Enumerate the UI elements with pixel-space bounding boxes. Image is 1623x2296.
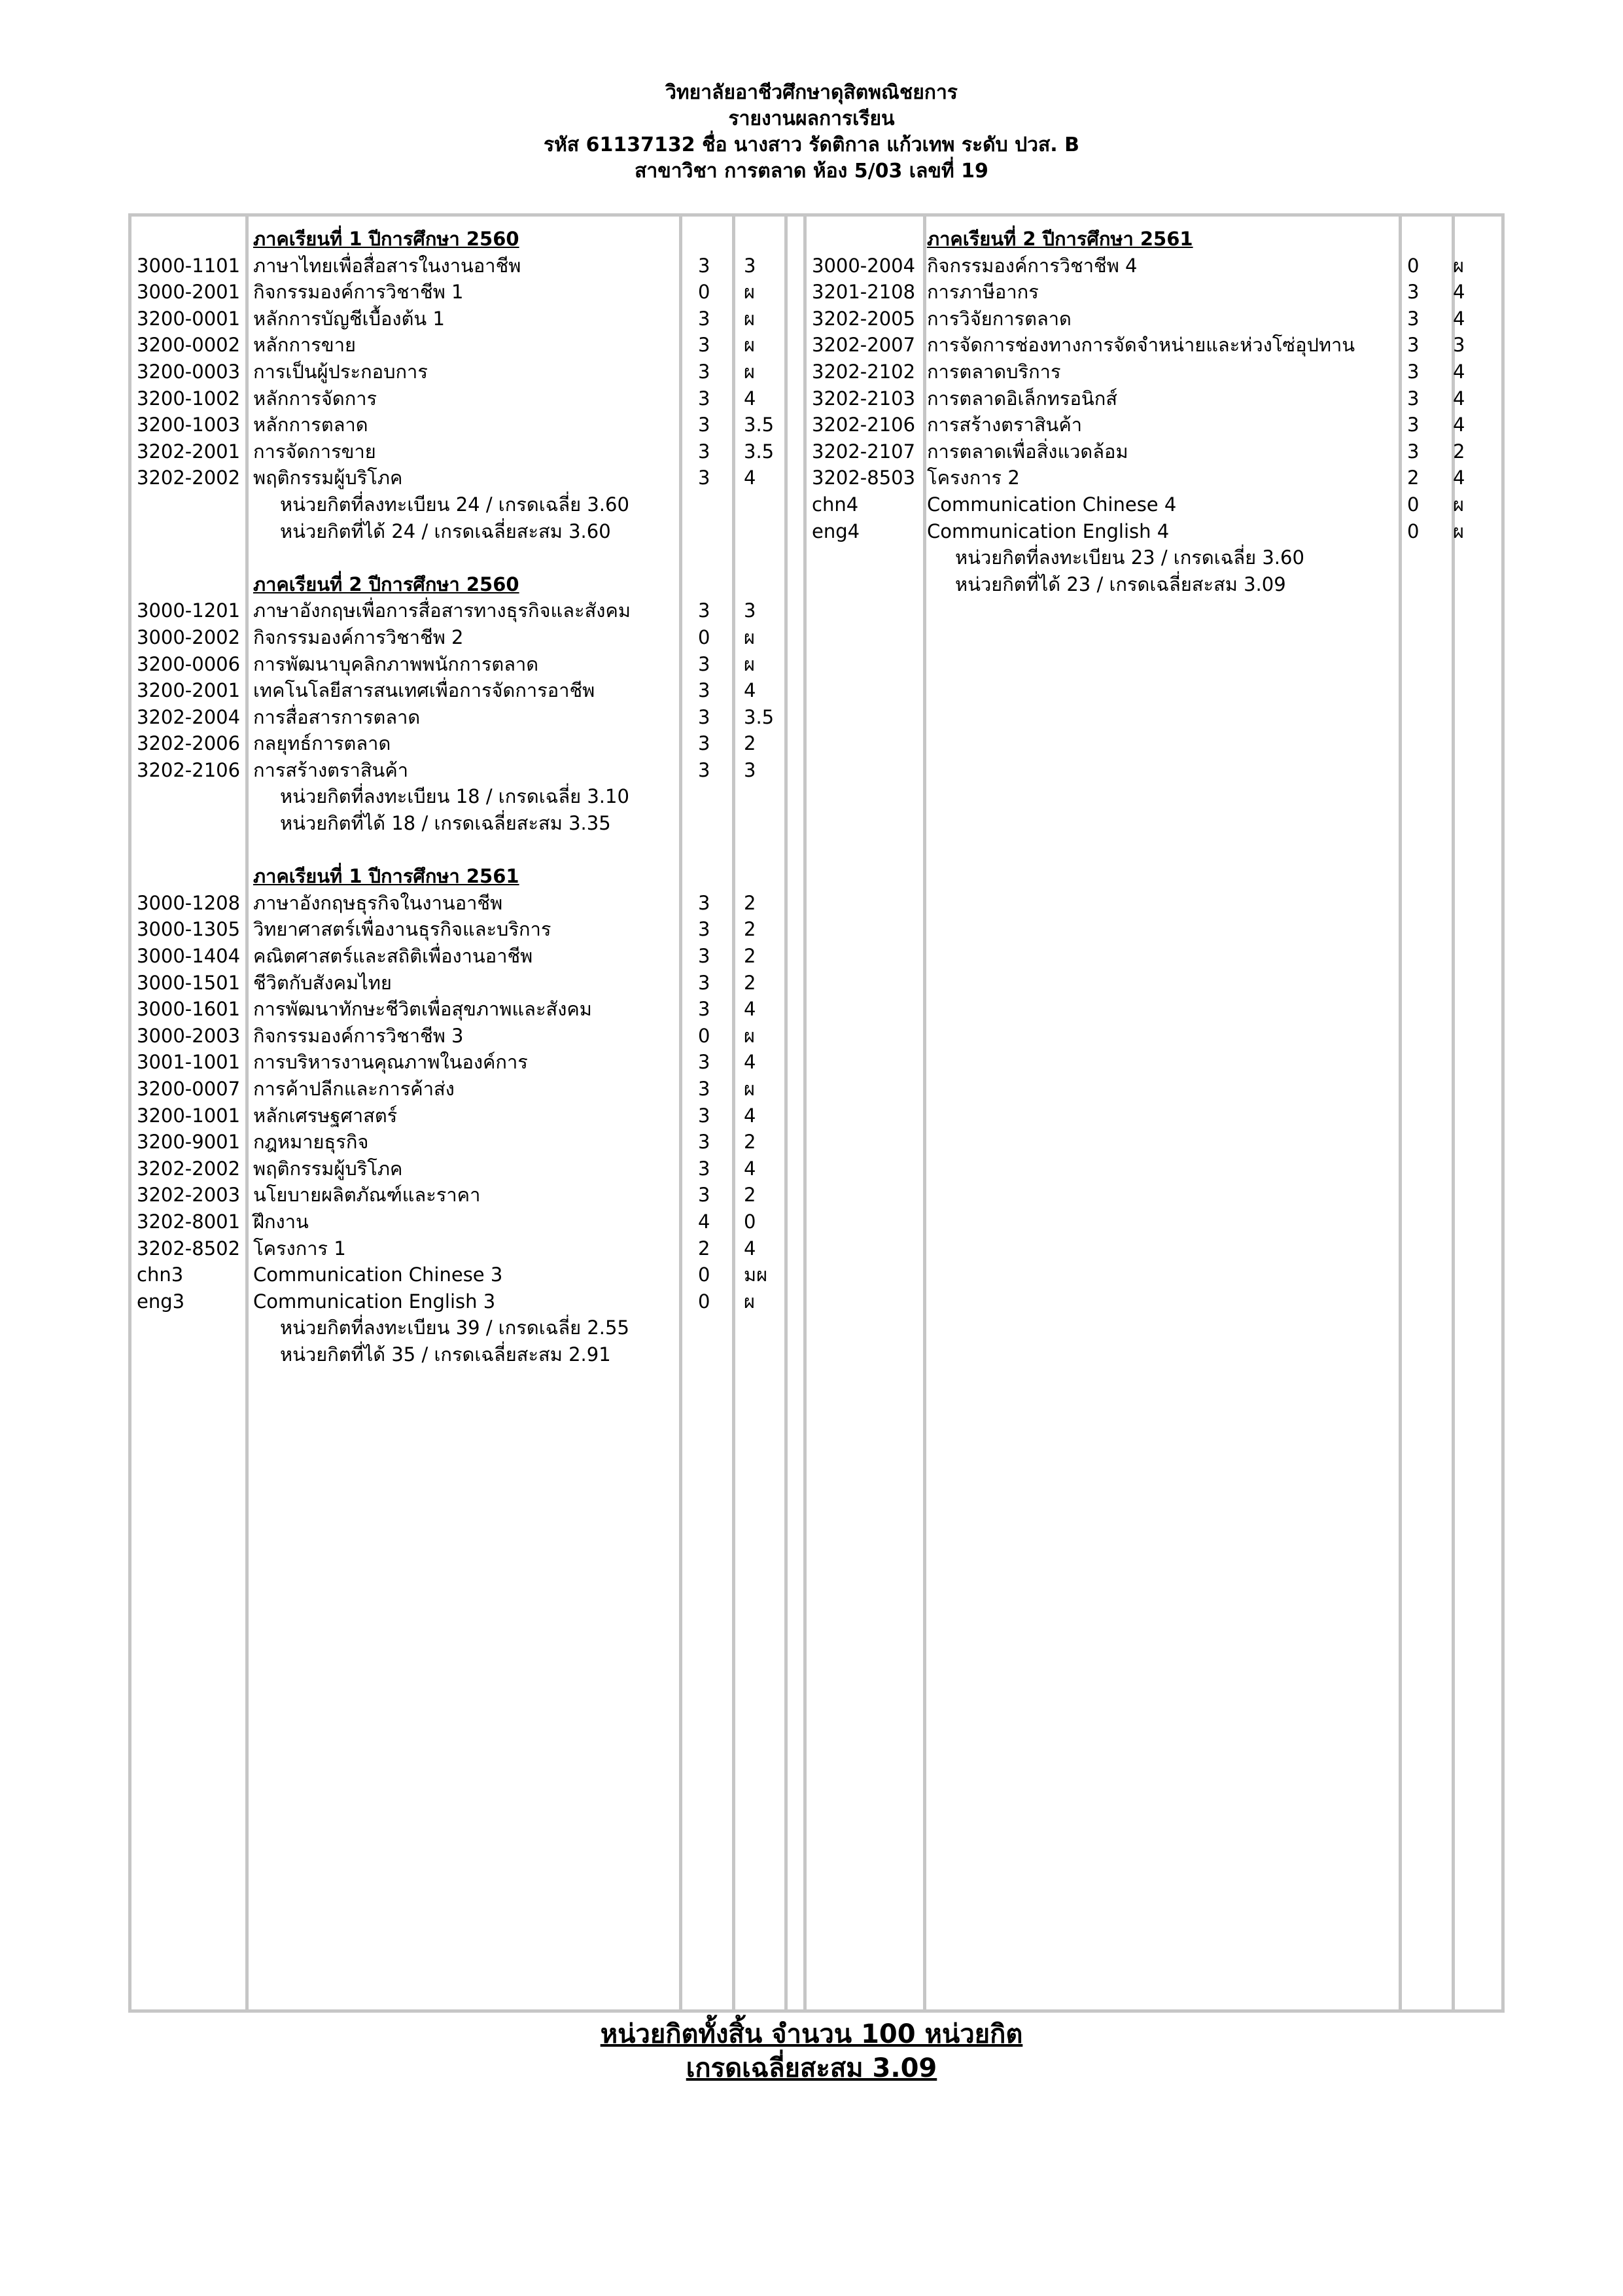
course-code: 3200-1003 xyxy=(137,414,241,436)
course-grade: 4 xyxy=(1453,360,1465,383)
course-grade: ผ xyxy=(744,626,755,648)
course-name: พฤติกรรมผู้บริโภค xyxy=(253,1157,403,1180)
course-row xyxy=(131,1103,786,1129)
course-name: การตลาดเพื่อสิ่งแวดล้อม xyxy=(927,440,1128,463)
course-name: คณิตศาสตร์และสถิติเพื่องานอาชีพ xyxy=(253,945,533,968)
course-grade: 4 xyxy=(1453,414,1465,436)
course-row xyxy=(131,970,786,997)
course-grade: 4 xyxy=(744,1051,756,1074)
course-grade: 2 xyxy=(744,945,756,968)
course-credit: 3 xyxy=(698,1157,710,1180)
course-credit: 3 xyxy=(1407,360,1420,383)
course-grade: 4 xyxy=(1453,281,1465,304)
course-row xyxy=(131,412,786,438)
course-row xyxy=(131,1209,786,1235)
course-name: โครงการ 1 xyxy=(253,1237,346,1260)
course-name: หลักการตลาด xyxy=(253,414,368,436)
course-credit: 0 xyxy=(698,281,710,304)
semester-title-row xyxy=(131,571,786,598)
course-code: 3200-0006 xyxy=(137,652,241,675)
course-name: การพัฒนาบุคลิกภาพพนักการตลาด xyxy=(253,652,539,675)
transcript-table xyxy=(128,213,1505,2013)
course-code: 3202-2005 xyxy=(812,307,916,330)
course-code: 3000-1601 xyxy=(137,998,241,1021)
course-grade: 3 xyxy=(744,599,756,622)
course-name: การเป็นผู้ประกอบการ xyxy=(253,360,428,383)
course-name: การตลาดอิเล็กทรอนิกส์ xyxy=(927,387,1117,410)
course-row xyxy=(131,597,786,624)
course-grade: 3 xyxy=(744,254,756,277)
course-grade: 2 xyxy=(744,971,756,994)
course-row xyxy=(131,253,786,279)
course-credit: 3 xyxy=(698,705,710,728)
course-code: 3000-2003 xyxy=(137,1024,241,1047)
blank-row xyxy=(131,544,786,571)
course-grade: มผ xyxy=(744,1263,768,1286)
course-code: 3001-1001 xyxy=(137,1051,241,1074)
course-credit: 3 xyxy=(1407,414,1420,436)
course-credit: 0 xyxy=(1407,520,1420,542)
course-grade: 2 xyxy=(744,918,756,941)
course-name: หลักเศรษฐศาสตร์ xyxy=(253,1104,398,1127)
course-code: 3000-1201 xyxy=(137,599,241,622)
course-row xyxy=(131,1023,786,1050)
course-grade: 4 xyxy=(744,387,756,410)
course-name: เทคโนโลยีสารสนเทศเพื่อการจัดการอาชีพ xyxy=(253,679,595,702)
course-code: 3202-8001 xyxy=(137,1210,241,1233)
course-code: 3202-2003 xyxy=(137,1184,241,1207)
semester-title: ภาคเรียนที่ 2 ปีการศึกษา 2561 xyxy=(927,228,1193,250)
semester-title-row xyxy=(807,226,1500,253)
course-row xyxy=(807,491,1500,518)
course-grade: ผ xyxy=(1453,254,1464,277)
course-credit: 3 xyxy=(698,891,710,914)
course-grade: 2 xyxy=(1453,440,1465,463)
course-grade: 3.5 xyxy=(744,440,775,463)
course-code: 3000-1501 xyxy=(137,971,241,994)
course-credit: 0 xyxy=(698,1290,710,1313)
course-grade: ผ xyxy=(1453,493,1464,516)
course-credit: 3 xyxy=(1407,307,1420,330)
course-code: 3200-1002 xyxy=(137,387,241,410)
semester-title-row xyxy=(131,226,786,253)
course-row xyxy=(131,996,786,1023)
course-name: นโยบายผลิตภัณฑ์และราคา xyxy=(253,1184,481,1207)
course-grade: ผ xyxy=(744,1290,755,1313)
course-row xyxy=(807,306,1500,332)
course-row xyxy=(131,624,786,651)
course-code: 3000-2002 xyxy=(137,626,241,648)
course-row xyxy=(131,1288,786,1315)
course-name: การพัฒนาทักษะชีวิตเพื่อสุขภาพและสังคม xyxy=(253,998,592,1021)
college-name: วิทยาลัยอาชีวศึกษาดุสิตพณิชยการ xyxy=(665,81,958,104)
course-credit: 3 xyxy=(698,440,710,463)
course-grade: ผ xyxy=(744,334,755,357)
course-name: หลักการขาย xyxy=(253,334,356,357)
semester-summary-row xyxy=(131,491,786,518)
course-code: 3000-1305 xyxy=(137,918,241,941)
course-code: 3202-2107 xyxy=(812,440,916,463)
course-credit: 3 xyxy=(698,945,710,968)
course-row xyxy=(131,1156,786,1182)
course-code: 3200-0007 xyxy=(137,1078,241,1100)
course-row xyxy=(807,412,1500,438)
semester-summary-row xyxy=(131,518,786,545)
semester-summary: หน่วยกิตที่ลงทะเบียน 24 / เกรดเฉลี่ย 3.60 xyxy=(280,493,629,516)
semester-title: ภาคเรียนที่ 1 ปีการศึกษา 2560 xyxy=(253,228,519,250)
course-code: 3202-8503 xyxy=(812,467,916,489)
course-name: การตลาดบริการ xyxy=(927,360,1061,383)
course-row xyxy=(807,518,1500,545)
course-name: ภาษาอังกฤษเพื่อการสื่อสารทางธุรกิจและสังคม xyxy=(253,599,631,622)
course-row xyxy=(131,890,786,917)
course-row xyxy=(131,677,786,704)
course-credit: 3 xyxy=(698,254,710,277)
semester-title-row xyxy=(131,863,786,890)
course-grade: 4 xyxy=(744,679,756,702)
course-row xyxy=(807,385,1500,412)
course-grade: 2 xyxy=(744,891,756,914)
course-name: Communication English 3 xyxy=(253,1290,496,1313)
course-grade: ผ xyxy=(744,281,755,304)
course-name: ฝึกงาน xyxy=(253,1210,309,1233)
course-credit: 3 xyxy=(698,679,710,702)
student-info: รหัส 61137132 ชื่อ นางสาว รัดติกาล แก้วเทพ ระดับ ปวส. B xyxy=(544,133,1079,156)
course-grade: ผ xyxy=(744,652,755,675)
course-code: 3200-0002 xyxy=(137,334,241,357)
report-title: รายงานผลการเรียน xyxy=(728,107,895,130)
course-grade: 2 xyxy=(744,732,756,755)
course-code: eng3 xyxy=(137,1290,185,1313)
course-credit: 3 xyxy=(698,307,710,330)
course-credit: 3 xyxy=(698,1078,710,1100)
course-grade: 4 xyxy=(1453,307,1465,330)
course-grade: ผ xyxy=(1453,520,1464,542)
course-credit: 3 xyxy=(698,467,710,489)
course-row xyxy=(131,359,786,385)
course-row xyxy=(131,704,786,731)
course-row xyxy=(131,916,786,943)
course-grade: ผ xyxy=(744,1078,755,1100)
course-name: Communication Chinese 3 xyxy=(253,1263,503,1286)
course-credit: 0 xyxy=(1407,254,1420,277)
course-code: 3202-2103 xyxy=(812,387,916,410)
course-code: 3200-0003 xyxy=(137,360,241,383)
course-credit: 3 xyxy=(1407,334,1420,357)
course-name: โครงการ 2 xyxy=(927,467,1020,489)
course-name: หลักการบัญชีเบื้องต้น 1 xyxy=(253,307,445,330)
course-code: 3202-2004 xyxy=(137,705,241,728)
course-credit: 3 xyxy=(698,652,710,675)
course-name: การสร้างตราสินค้า xyxy=(927,414,1083,436)
course-code: 3202-2001 xyxy=(137,440,241,463)
course-name: การสื่อสารการตลาด xyxy=(253,705,421,728)
course-grade: 4 xyxy=(744,1237,756,1260)
course-row xyxy=(807,359,1500,385)
course-credit: 3 xyxy=(698,1184,710,1207)
course-name: การภาษีอากร xyxy=(927,281,1039,304)
course-credit: 4 xyxy=(698,1210,710,1233)
course-grade: 0 xyxy=(744,1210,756,1233)
semester-summary: หน่วยกิตที่ได้ 35 / เกรดเฉลี่ยสะสม 2.91 xyxy=(280,1343,611,1366)
course-row xyxy=(131,1262,786,1288)
semester-summary: หน่วยกิตที่ลงทะเบียน 18 / เกรดเฉลี่ย 3.10 xyxy=(280,785,629,808)
course-credit: 3 xyxy=(698,758,710,781)
course-name: กิจกรรมองค์การวิชาชีพ 1 xyxy=(253,281,464,304)
course-code: 3202-2106 xyxy=(812,414,916,436)
course-code: 3202-2002 xyxy=(137,1157,241,1180)
course-credit: 2 xyxy=(1407,467,1420,489)
course-grade: 2 xyxy=(744,1131,756,1154)
course-grade: 4 xyxy=(1453,387,1465,410)
course-name: การสร้างตราสินค้า xyxy=(253,758,409,781)
course-name: การค้าปลีกและการค้าส่ง xyxy=(253,1078,455,1100)
course-name: หลักการจัดการ xyxy=(253,387,377,410)
course-row xyxy=(131,1049,786,1076)
course-grade: 4 xyxy=(744,467,756,489)
semester-summary-row xyxy=(131,783,786,810)
course-row xyxy=(131,385,786,412)
report-header xyxy=(0,80,1623,185)
course-row xyxy=(131,306,786,332)
course-grade: ผ xyxy=(744,360,755,383)
course-credit: 3 xyxy=(698,334,710,357)
course-code: 3202-2006 xyxy=(137,732,241,755)
course-code: chn3 xyxy=(137,1263,184,1286)
course-credit: 3 xyxy=(698,360,710,383)
course-credit: 3 xyxy=(1407,281,1420,304)
course-credit: 3 xyxy=(698,971,710,994)
course-code: 3200-2001 xyxy=(137,679,241,702)
course-credit: 3 xyxy=(698,998,710,1021)
semester-summary: หน่วยกิตที่ลงทะเบียน 39 / เกรดเฉลี่ย 2.55 xyxy=(280,1316,629,1339)
course-credit: 0 xyxy=(1407,493,1420,516)
course-row xyxy=(131,943,786,970)
course-code: 3200-0001 xyxy=(137,307,241,330)
course-code: 3202-2102 xyxy=(812,360,916,383)
course-row xyxy=(131,1129,786,1156)
course-credit: 3 xyxy=(698,1104,710,1127)
course-name: กิจกรรมองค์การวิชาชีพ 4 xyxy=(927,254,1138,277)
course-row xyxy=(807,253,1500,279)
course-name: Communication English 4 xyxy=(927,520,1170,542)
semester-summary-row xyxy=(131,1315,786,1341)
course-grade: ผ xyxy=(744,307,755,330)
report-footer xyxy=(0,2017,1623,2085)
course-name: พฤติกรรมผู้บริโภค xyxy=(253,467,403,489)
course-name: กิจกรรมองค์การวิชาชีพ 2 xyxy=(253,626,464,648)
course-name: กิจกรรมองค์การวิชาชีพ 3 xyxy=(253,1024,464,1047)
course-name: Communication Chinese 4 xyxy=(927,493,1177,516)
course-row xyxy=(131,651,786,678)
course-grade: 4 xyxy=(1453,467,1465,489)
course-grade: 4 xyxy=(744,998,756,1021)
course-code: 3000-2004 xyxy=(812,254,916,277)
course-row xyxy=(131,332,786,359)
semester-summary-row xyxy=(807,544,1500,571)
right-transcript-column xyxy=(807,226,1500,597)
course-row xyxy=(131,1182,786,1209)
course-row xyxy=(131,438,786,465)
course-code: 3000-2001 xyxy=(137,281,241,304)
course-credit: 0 xyxy=(698,1024,710,1047)
course-name: การวิจัยการตลาด xyxy=(927,307,1072,330)
course-row xyxy=(131,279,786,306)
course-code: 3202-2002 xyxy=(137,467,241,489)
course-credit: 3 xyxy=(1407,440,1420,463)
semester-title: ภาคเรียนที่ 1 ปีการศึกษา 2561 xyxy=(253,865,519,888)
course-name: การบริหารงานคุณภาพในองค์การ xyxy=(253,1051,528,1074)
course-row xyxy=(807,465,1500,491)
course-credit: 2 xyxy=(698,1237,710,1260)
course-name: การจัดการช่องทางการจัดจำหน่ายและห่วงโซ่อุปทาน xyxy=(927,334,1355,357)
course-code: 3000-1101 xyxy=(137,254,241,277)
course-code: 3202-2106 xyxy=(137,758,241,781)
semester-summary: หน่วยกิตที่ได้ 23 / เกรดเฉลี่ยสะสม 3.09 xyxy=(955,573,1286,595)
course-grade: 2 xyxy=(744,1184,756,1207)
course-code: chn4 xyxy=(812,493,859,516)
blank-row xyxy=(131,837,786,864)
total-credits: หน่วยกิตทั้งสิ้น จำนวน 100 หน่วยกิต xyxy=(600,2019,1023,2049)
left-transcript-column xyxy=(131,226,786,1368)
course-name: กลยุทธ์การตลาด xyxy=(253,732,391,755)
course-name: ภาษาไทยเพื่อสื่อสารในงานอาชีพ xyxy=(253,254,521,277)
course-code: 3201-2108 xyxy=(812,281,916,304)
course-credit: 3 xyxy=(698,414,710,436)
course-code: 3200-1001 xyxy=(137,1104,241,1127)
semester-summary-row xyxy=(131,810,786,837)
semester-title: ภาคเรียนที่ 2 ปีการศึกษา 2560 xyxy=(253,573,519,595)
course-row xyxy=(131,757,786,784)
course-grade: 3 xyxy=(744,758,756,781)
course-row xyxy=(807,438,1500,465)
course-row xyxy=(131,465,786,491)
semester-summary-row xyxy=(807,571,1500,598)
course-grade: 3 xyxy=(1453,334,1465,357)
course-credit: 3 xyxy=(698,1051,710,1074)
course-grade: 4 xyxy=(744,1157,756,1180)
program-info: สาขาวิชา การตลาด ห้อง 5/03 เลขที่ 19 xyxy=(635,160,988,183)
course-grade: 3.5 xyxy=(744,414,775,436)
semester-summary: หน่วยกิตที่ลงทะเบียน 23 / เกรดเฉลี่ย 3.60 xyxy=(955,546,1304,569)
course-row xyxy=(131,730,786,757)
semester-summary-row xyxy=(131,1341,786,1368)
course-name: ภาษาอังกฤษธุรกิจในงานอาชีพ xyxy=(253,891,503,914)
course-credit: 3 xyxy=(698,732,710,755)
course-credit: 3 xyxy=(698,599,710,622)
course-name: ชีวิตกับสังคมไทย xyxy=(253,971,392,994)
course-row xyxy=(807,332,1500,359)
course-name: กฎหมายธุรกิจ xyxy=(253,1131,369,1154)
course-name: การจัดการขาย xyxy=(253,440,376,463)
course-code: 3000-1208 xyxy=(137,891,241,914)
course-credit: 0 xyxy=(698,626,710,648)
course-row xyxy=(807,279,1500,306)
cumulative-gpa: เกรดเฉลี่ยสะสม 3.09 xyxy=(686,2053,937,2083)
course-code: 3202-8502 xyxy=(137,1237,241,1260)
course-row xyxy=(131,1235,786,1262)
course-name: วิทยาศาสตร์เพื่องานธุรกิจและบริการ xyxy=(253,918,551,941)
semester-summary: หน่วยกิตที่ได้ 18 / เกรดเฉลี่ยสะสม 3.35 xyxy=(280,812,611,835)
course-credit: 3 xyxy=(698,918,710,941)
course-code: 3000-1404 xyxy=(137,945,241,968)
course-code: 3200-9001 xyxy=(137,1131,241,1154)
course-row xyxy=(131,1076,786,1103)
course-credit: 3 xyxy=(1407,387,1420,410)
course-code: eng4 xyxy=(812,520,860,542)
course-code: 3202-2007 xyxy=(812,334,916,357)
semester-summary: หน่วยกิตที่ได้ 24 / เกรดเฉลี่ยสะสม 3.60 xyxy=(280,520,611,542)
course-credit: 3 xyxy=(698,1131,710,1154)
course-grade: 4 xyxy=(744,1104,756,1127)
course-grade: ผ xyxy=(744,1024,755,1047)
course-grade: 3.5 xyxy=(744,705,775,728)
course-credit: 0 xyxy=(698,1263,710,1286)
course-credit: 3 xyxy=(698,387,710,410)
